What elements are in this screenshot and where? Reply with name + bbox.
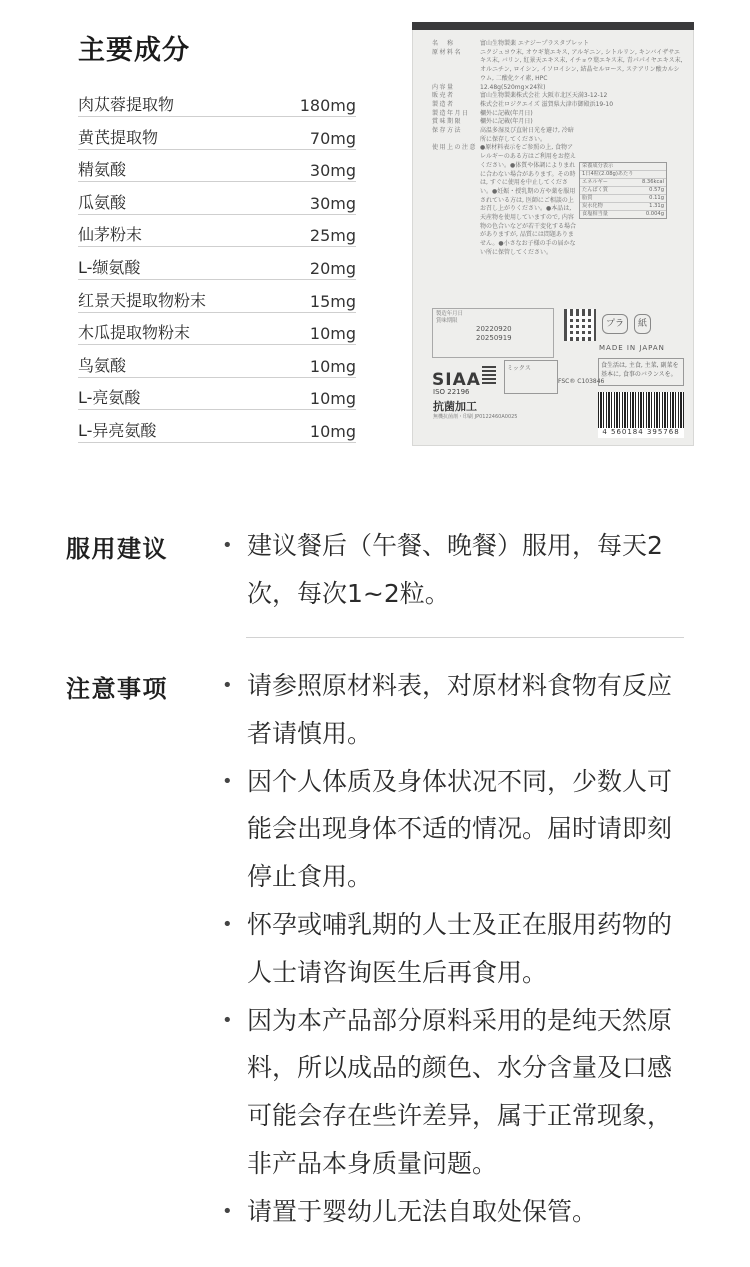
label-key: 使用上の注意 xyxy=(432,144,478,152)
nutrition-row xyxy=(580,194,666,202)
ingredient-amount: 30mg xyxy=(309,193,356,213)
nutrition-key: 食塩相当量 xyxy=(582,211,608,217)
nutrition-key: たんぱく質 xyxy=(582,187,608,193)
package-photo xyxy=(412,22,694,446)
label-key: 内容量 xyxy=(432,83,455,91)
label-row xyxy=(432,110,684,119)
ingredient-amount: 25mg xyxy=(309,226,356,246)
date-1: 20220920 xyxy=(476,325,512,333)
ingredient-row xyxy=(78,314,356,345)
ingredient-amount: 10mg xyxy=(309,356,356,376)
jp-code: 無機抗菌剤・印刷 JP0122460A0025 xyxy=(433,414,518,420)
usage-heading: 服用建议 xyxy=(66,535,168,563)
bullet-item: • 请参照原材料表，对原材料食物有反应者请慎用。 xyxy=(218,662,688,758)
nutrition-row xyxy=(580,186,666,194)
ingredient-amount: 10mg xyxy=(309,389,356,409)
ingredient-row xyxy=(78,347,356,378)
bullet-item: • 建议餐后（午餐、晚餐）服用，每天2次，每次1~2粒。 xyxy=(218,522,688,618)
nutrition-key: 1日4粒(2.08g)あたり xyxy=(582,171,634,177)
ingredient-amount: 70mg xyxy=(309,128,356,148)
ingredient-row xyxy=(78,379,356,410)
nutrition-table xyxy=(579,162,667,219)
ingredient-amount: 10mg xyxy=(309,324,356,344)
ingredient-amount: 20mg xyxy=(309,258,356,278)
ingredients-table xyxy=(78,86,356,445)
recycle-plastic-icon: プラ xyxy=(602,314,628,334)
date-label-1: 製造年月日 xyxy=(436,311,463,317)
nutrition-row xyxy=(580,163,666,170)
nutrition-value: 1.31g xyxy=(649,203,664,209)
ingredient-name: L-缬氨酸 xyxy=(78,257,141,277)
label-row xyxy=(432,84,684,93)
siaa-logo: SIAA xyxy=(432,370,481,390)
nutrition-row xyxy=(580,210,666,218)
notes-list xyxy=(218,662,688,1236)
label-key: 販売者 xyxy=(432,92,455,100)
recycle-paper-icon: 紙 xyxy=(634,314,651,334)
ingredient-name: 黄芪提取物 xyxy=(78,127,159,147)
label-key: 原材料名 xyxy=(432,48,463,56)
ingredient-row xyxy=(78,184,356,215)
label-key: 保存方法 xyxy=(432,127,463,135)
meal-note: 食生活は, 主食, 主菜, 副菜を基本に, 食事のバランスを。 xyxy=(598,358,684,386)
date-2: 20250919 xyxy=(476,334,512,342)
bullet-item: • 因为本产品部分原料采用的是纯天然原料，所以成品的颜色、水分含量及口感可能会存在些许差异，属于正常现象，非产品本身质量问题。 xyxy=(218,997,688,1188)
label-value: 富山生物製薬 エナジープラスタブレット xyxy=(480,40,590,47)
ingredient-name: 木瓜提取物粉末 xyxy=(78,323,191,343)
made-in-japan: MADE IN JAPAN xyxy=(599,344,665,352)
label-key: 賞味期限 xyxy=(432,118,463,126)
barcode-icon xyxy=(598,392,684,428)
fsc-logo: ミックス xyxy=(504,360,558,394)
label-key: 製造者 xyxy=(432,100,455,108)
date-box xyxy=(432,308,554,358)
label-row xyxy=(432,127,684,144)
ingredient-row xyxy=(78,412,356,443)
usage-list xyxy=(218,522,688,618)
antibacterial-text: 抗菌加工 xyxy=(433,400,477,413)
ingredient-amount: 30mg xyxy=(309,161,356,181)
label-row xyxy=(432,92,684,101)
label-value: 高温多湿及び直射日光を避け, 冷暗所に保存してください。 xyxy=(480,127,574,143)
ingredient-name: 肉苁蓉提取物 xyxy=(78,95,175,114)
siaa-mark-icon xyxy=(482,364,496,384)
label-value: 欄外に記載(年月日) xyxy=(480,109,533,117)
bullet-item: • 怀孕或哺乳期的人士及正在服用药物的人士请咨询医生后再食用。 xyxy=(218,901,688,997)
ingredient-amount: 15mg xyxy=(309,291,356,311)
nutrition-key: 炭水化物 xyxy=(582,203,603,209)
recycle-marks xyxy=(602,314,662,334)
ingredient-name: 瓜氨酸 xyxy=(78,192,127,212)
ingredient-amount: 180mg xyxy=(299,96,356,115)
divider xyxy=(246,637,684,638)
nutrition-value: 0.004g xyxy=(645,211,664,217)
label-row xyxy=(432,118,684,127)
fsc-code: FSC® C103846 xyxy=(558,378,605,385)
notes-heading: 注意事项 xyxy=(66,675,168,703)
nutrition-key: エネルギー xyxy=(582,179,608,185)
ingredient-row xyxy=(78,151,356,182)
ingredient-row xyxy=(78,119,356,150)
label-value: 12.48g(520mg×24粒) xyxy=(480,83,546,91)
nutrition-key: 脂質 xyxy=(582,195,593,201)
qr-code-icon xyxy=(564,309,596,341)
ingredient-name: 精氨酸 xyxy=(78,160,127,180)
nutrition-row xyxy=(580,170,666,178)
nutrition-row xyxy=(580,202,666,210)
label-value: ●原材料表示をご参照の上, 食物アレルギーのある方はご利用をお控えください。●体質や体調によりまれに合わない場合があります。その時は, すぐに使用を中止してください。●妊娠・授乳期の方や薬を服用されている方は, 医師にご相談の上お召し上がりください。●本品は, 天産物を使用していますので, 内容物の色合いなどが若干変化する場合がありますが, 品質には問題ありません。●小さなお子様の手の届かない所に保管してください。 xyxy=(480,144,577,256)
ingredient-name: L-亮氨酸 xyxy=(78,388,141,408)
iso-text: ISO 22196 xyxy=(433,388,470,396)
ingredients-title: 主要成分 xyxy=(78,35,190,66)
barcode-number: 4 560184 395768 xyxy=(598,428,684,438)
label-value: 欄外に記載(年月日) xyxy=(480,118,533,126)
label-key: 名 称 xyxy=(432,40,455,47)
nutrition-value: 0.57g xyxy=(649,187,664,193)
label-row xyxy=(432,101,684,110)
nutrition-value: 8.36kcal xyxy=(641,179,664,185)
ingredient-name: 红景天提取物粉末 xyxy=(78,290,207,310)
bullet-item: • 因个人体质及身体状况不同，少数人可能会出现身体不适的情况。届时请即刻停止食用。 xyxy=(218,758,688,901)
nutrition-row xyxy=(580,178,666,186)
label-value: 富山生物製薬株式会社 大阪市北区天満3-12-12 xyxy=(480,92,608,100)
nutrition-value: 0.11g xyxy=(649,195,664,201)
ingredient-row xyxy=(78,86,356,117)
ingredient-row xyxy=(78,282,356,313)
label-row xyxy=(432,49,684,84)
label-key: 製造年月日 xyxy=(432,109,470,117)
ingredient-row xyxy=(78,216,356,247)
ingredient-name: L-异亮氨酸 xyxy=(78,420,157,440)
label-value: ニクジュヨウ末, オウギ葉エキス, アルギニン, シトルリン, キンバイザサエキス末, バリン, 紅景天エキス末, イチョウ葉エキス末, 青パパイヤエキス末, オルニチン, ロイシン, イソロイシン, 結晶セルロース, ステアリン酸カルシウム, 二酸化ケイ素, HPC xyxy=(480,48,683,82)
ingredient-amount: 10mg xyxy=(309,421,356,441)
label-row xyxy=(432,40,684,49)
date-label-2: 賞味期限 xyxy=(436,318,458,324)
bullet-item: • 请置于婴幼儿无法自取处保管。 xyxy=(218,1188,688,1236)
ingredient-row xyxy=(78,249,356,280)
package-top-edge xyxy=(412,22,694,30)
ingredient-name: 鸟氨酸 xyxy=(78,355,127,375)
label-value: 株式会社ロジクエイズ 滋賀県大津市御殿浜19-10 xyxy=(480,100,614,108)
nutrition-key: 栄養成分表示 xyxy=(582,163,614,169)
ingredient-name: 仙茅粉末 xyxy=(78,225,143,245)
